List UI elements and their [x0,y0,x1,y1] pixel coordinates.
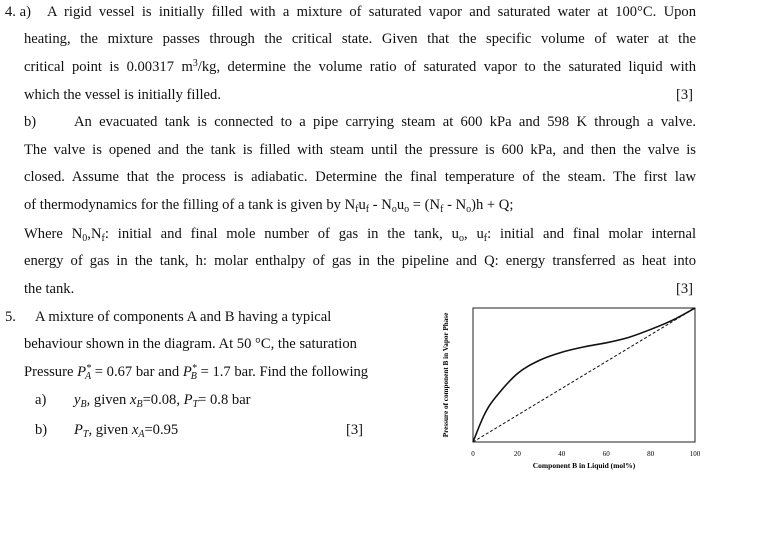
q5-line3: Pressure $P^*_A = 0.67$ bar and $P^*_B = 1.7$ bar. Find the following [24,363,369,382]
y-axis-label: Pressure of component B in Vapor Phase [442,312,450,438]
x-tick-label-100: 100 [689,450,701,458]
vapor-pressure-chart [432,298,732,483]
q5b-text: $P_T$, given $x_A=0.95$ [74,422,179,440]
x-tick-label-0: 0 [471,450,475,458]
q4b-line2: The valve is opened and the tank is filled with steam until the pressure is 600 kPa, and then the valve is [24,142,696,158]
q4b-marks: [3] [675,281,693,297]
q4a-line2: heating, the mixture passes through the critical state. Given that the specific volume of water at the [24,31,696,47]
q4b-line5: Where $N_0,N_f$: initial and final mole number of gas in the tank, $u_o$, $u_f$: initial and final molar internal [24,226,697,244]
q4a-marks: [3] [675,87,693,103]
x-tick-label-60: 60 [602,450,610,458]
q4b-line1: An evacuated tank is connected to a pipe carrying steam at 600 kPa and 598 K through a valve. [74,114,696,130]
q5-line1: A mixture of components A and B having a typical [35,309,332,325]
q4a-line1: A rigid vessel is initially filled with a mixture of saturated vapor and saturated water at 100°C. Upon [47,4,696,20]
q4a-line3: critical point is 0.00317 $m^3/kg$, determine the volume ratio of saturated vapor to the saturated liquid with [24,58,696,75]
x-tick-label-80: 80 [647,450,655,458]
series-line-ideal [473,308,695,442]
q4b-label: b) [24,114,37,130]
q5-line2: behaviour shown in the diagram. At 50 °C, the saturation [24,336,357,352]
q4a-line4: which the vessel is initially filled. [24,87,221,103]
q4b-line3: closed. Assume that the process is adiabatic. Determine the final temperature of the steam. The first law [24,169,696,185]
q4b-line4: of thermodynamics for the filling of a tank is given by $N_fu_f - N_ou_o = (N_f - N_o)h + Q$; [24,197,514,215]
x-tick-label-40: 40 [558,450,566,458]
q5-marks: [3] [346,422,364,438]
q5b-label: b) [35,422,48,438]
x-tick-label-20: 20 [513,450,521,458]
q4b-line7: the tank. [24,281,75,297]
q4b-line6: energy of gas in the tank, h: molar enthalpy of gas in the pipeline and Q: energy transferred as heat into [24,253,696,269]
q5-label: 5. [5,309,16,325]
q4-label: 4. a) [5,4,31,20]
q5a-label: a) [35,392,47,408]
q5a-text: $y_B$, given $x_B=0.08$, $P_T= 0.8$ bar [74,392,251,410]
x-axis-label: Component B in Liquid (mol%) [532,461,636,470]
